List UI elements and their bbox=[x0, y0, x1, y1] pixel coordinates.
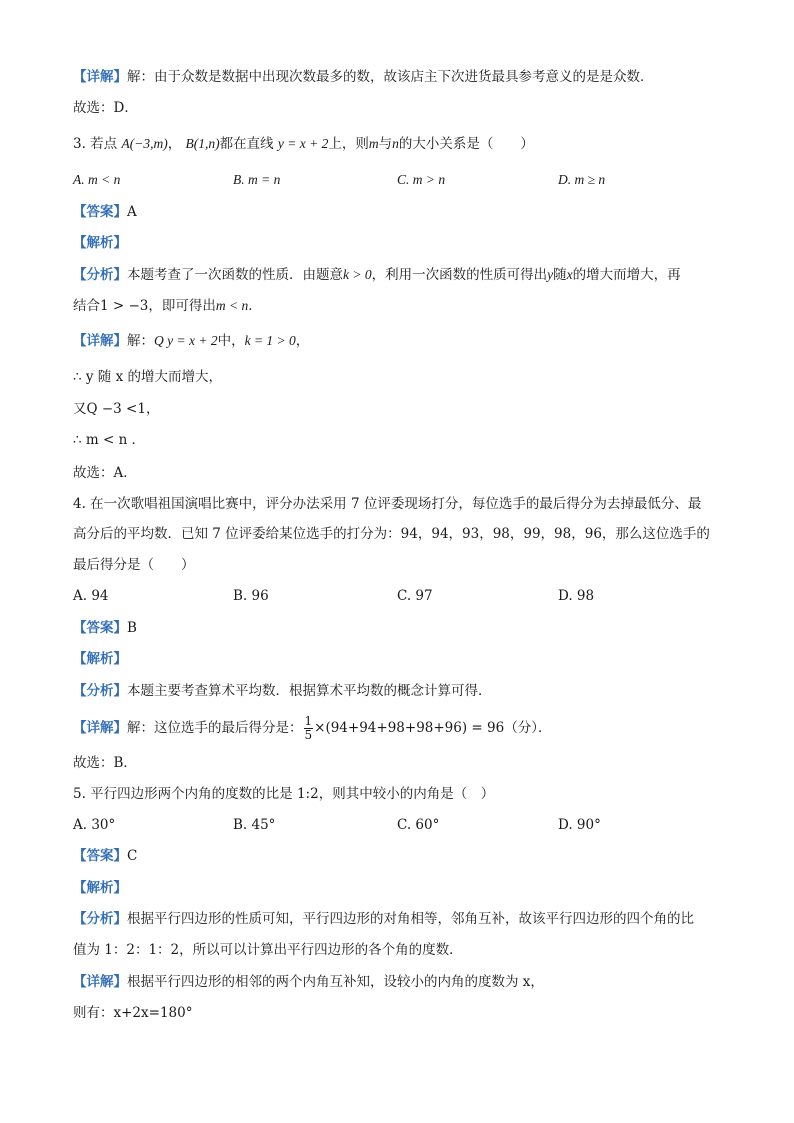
q4-stem-line2: 高分后的平均数．已知 7 位评委给某位选手的打分为：94，94，93，98，99，98，96，那么这位选手的 bbox=[73, 526, 710, 542]
q3-option-b: B. m = n bbox=[233, 172, 281, 187]
q3-fenxi-line2: 结合1 > −3，即可得出m < n． bbox=[73, 298, 262, 314]
q4-option-d: D. 98 bbox=[558, 588, 595, 604]
q3-step2: 又Q −3 <1， bbox=[73, 401, 160, 417]
q4-stem-line1: 4. 在一次歌唱祖国演唱比赛中，评分办法采用 7 位评委现场打分，每位选手的最后得分为去掉最低分、最 bbox=[73, 496, 702, 512]
q4-detail: 【详解】解：这位选手的最后得分是： $\frac{1}{5}$ ×(94+94+98+98+96) = 96（分）． bbox=[73, 714, 552, 742]
q4-choose: 故选：B． bbox=[73, 755, 137, 771]
q2-detail-line bbox=[73, 67, 654, 87]
point-a: A(−3,m) bbox=[121, 136, 168, 151]
q2-choose: 故选：D． bbox=[73, 100, 138, 116]
q4-fenxi: 【分析】本题主要考查算术平均数．根据算术平均数的概念计算可得． bbox=[73, 683, 492, 699]
answer-tag: 【答案】 bbox=[73, 204, 127, 220]
q3-fenxi-line1: 【分析】本题考查了一次函数的性质．由题意k > 0，利用一次函数的性质可得出y随x的增大而增大，再 bbox=[73, 267, 681, 283]
q4-analysis-tag: 【解析】 bbox=[73, 651, 127, 667]
q5-fenxi-line2: 值为 1：2：1：2，所以可以计算出平行四边形的各个角的度数． bbox=[73, 942, 463, 958]
q5-answer: 【答案】C bbox=[73, 848, 138, 864]
q3-stem: 3. 若点 A(−3,m)， B(1,n)都在直线 y = x + 2上，则m与n的大小关系是（ ） bbox=[73, 136, 534, 152]
q3-answer bbox=[73, 202, 137, 222]
q3-option-c: C. m > n bbox=[397, 172, 446, 187]
q4-option-a: A. 94 bbox=[73, 588, 109, 604]
q5-stem: 5. 平行四边形两个内角的度数的比是 1:2，则其中较小的内角是（ ） bbox=[73, 786, 495, 802]
line-equation: y = x + 2 bbox=[277, 136, 329, 151]
q4-stem-line3: 最后得分是（ ） bbox=[73, 557, 195, 573]
q5-option-d: D. 90° bbox=[558, 817, 601, 833]
q4-option-c: C. 97 bbox=[397, 588, 433, 604]
q5-analysis-tag: 【解析】 bbox=[73, 880, 127, 896]
fraction-one-fifth: $\frac{1}{5}$ bbox=[304, 714, 313, 742]
answer-value: C bbox=[127, 848, 138, 864]
q2-detail-text: 解：由于众数是数据中出现次数最多的数，故该店主下次进货最具参考意义的是是众数． bbox=[127, 69, 654, 85]
q5-option-c: C. 60° bbox=[397, 817, 440, 833]
q3-detail: 【详解】解：Q y = x + 2中，k = 1 > 0， bbox=[73, 333, 310, 349]
q3-option-a: A. m < n bbox=[73, 172, 121, 187]
answer-value: A bbox=[127, 204, 137, 220]
q5-detail-line2: 则有：x+2x=180° bbox=[73, 1005, 193, 1021]
detail-tag: 【详解】 bbox=[73, 69, 127, 85]
q3-choose: 故选：A． bbox=[73, 465, 137, 481]
q3-step3: ∴ m < n ． bbox=[73, 432, 146, 448]
answer-value: B bbox=[127, 620, 137, 636]
q3-analysis-tag: 【解析】 bbox=[73, 235, 127, 251]
q5-detail: 【详解】根据平行四边形的相邻的两个内角互补知，设较小的内角的度数为 x， bbox=[73, 974, 544, 990]
q3-step1: ∴ y 随 x 的增大而增大， bbox=[73, 369, 222, 385]
q3-option-d: D. m ≥ n bbox=[558, 172, 606, 187]
q4-option-b: B. 96 bbox=[233, 588, 269, 604]
q5-option-a: A. 30° bbox=[73, 817, 116, 833]
q5-option-b: B. 45° bbox=[233, 817, 276, 833]
point-b: B(1,n) bbox=[185, 136, 220, 151]
q5-fenxi-line1: 【分析】根据平行四边形的性质可知，平行四边形的对角相等，邻角互补，故该平行四边形的四个角的比 bbox=[73, 911, 694, 927]
q4-answer: 【答案】B bbox=[73, 620, 137, 636]
